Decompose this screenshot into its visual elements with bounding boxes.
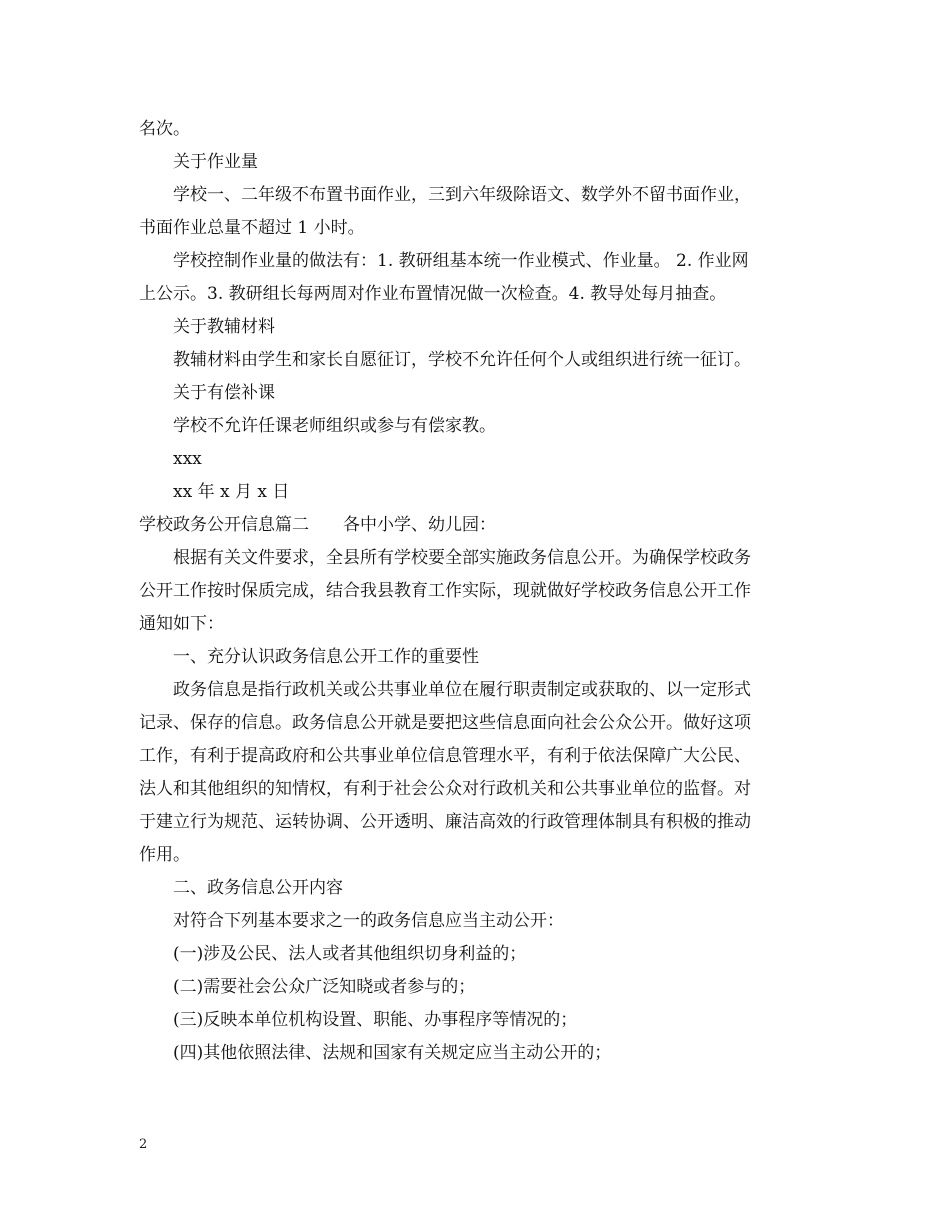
text-line-25: 对符合下列基本要求之一的政务信息应当主动公开： [173, 911, 564, 931]
text-line-6: 上公示。3. 教研组长每两周对作业布置情况做一次检查。4. 教导处每月抽查。 [139, 284, 727, 304]
section-heading-tutoring: 关于有偿补课 [173, 383, 275, 403]
text-line-1: 名次。 [139, 119, 190, 139]
page-number: 2 [139, 1137, 148, 1152]
text-line-23: 作用。 [139, 845, 190, 865]
text-line-15: 公开工作按时保质完成，结合我县教育工作实际，现就做好学校政务信息公开工作 [139, 581, 751, 601]
document-body [139, 113, 819, 1070]
list-item-2: (二)需要社会公众广泛知晓或者参与的； [173, 977, 476, 997]
text-line-5: 学校控制作业量的做法有：1. 教研组基本统一作业模式、作业量。 2. 作业网 [173, 251, 749, 271]
text-line-20: 工作，有利于提高政府和公共事业单位信息管理水平，有利于依法保障广大公民、 [139, 746, 751, 766]
text-line-4: 书面作业总量不超过 1 小时。 [139, 218, 365, 238]
signature-name: xxx [173, 449, 202, 469]
text-line-16: 通知如下： [139, 614, 224, 634]
text-line-18: 政务信息是指行政机关或公共事业单位在履行职责制定或获取的、以一定形式 [173, 680, 751, 700]
section-heading-content: 二、政务信息公开内容 [173, 878, 343, 898]
text-line-8: 教辅材料由学生和家长自愿征订，学校不允许任何个人或组织进行统一征订。 [173, 350, 751, 370]
text-line-3: 学校一、二年级不布置书面作业，三到六年级除语文、数学外不留书面作业， [173, 185, 751, 205]
list-item-4: (四)其他依照法律、法规和国家有关规定应当主动公开的； [173, 1043, 612, 1063]
text-line-21: 法人和其他组织的知情权，有利于社会公众对行政机关和公共事业单位的监督。对 [139, 779, 751, 799]
list-item-1: (一)涉及公民、法人或者其他组织切身利益的； [173, 944, 527, 964]
section-heading-materials: 关于教辅材料 [173, 317, 275, 337]
list-item-3: (三)反映本单位机构设置、职能、办事程序等情况的； [173, 1010, 578, 1030]
text-line-14: 根据有关文件要求，全县所有学校要全部实施政务信息公开。为确保学校政务 [173, 548, 751, 568]
signature-date: xx 年 x 月 x 日 [173, 482, 290, 502]
section-heading-homework: 关于作业量 [173, 152, 258, 172]
text-line-19: 记录、保存的信息。政务信息公开就是要把这些信息面向社会公众公开。做好这项 [139, 713, 751, 733]
article-title-part-two: 学校政务公开信息篇二 各中小学、幼儿园： [139, 515, 496, 535]
section-heading-importance: 一、充分认识政务信息公开工作的重要性 [173, 647, 479, 667]
text-line-10: 学校不允许任课老师组织或参与有偿家教。 [173, 416, 496, 436]
text-line-22: 于建立行为规范、运转协调、公开透明、廉洁高效的行政管理体制具有积极的推动 [139, 812, 751, 832]
